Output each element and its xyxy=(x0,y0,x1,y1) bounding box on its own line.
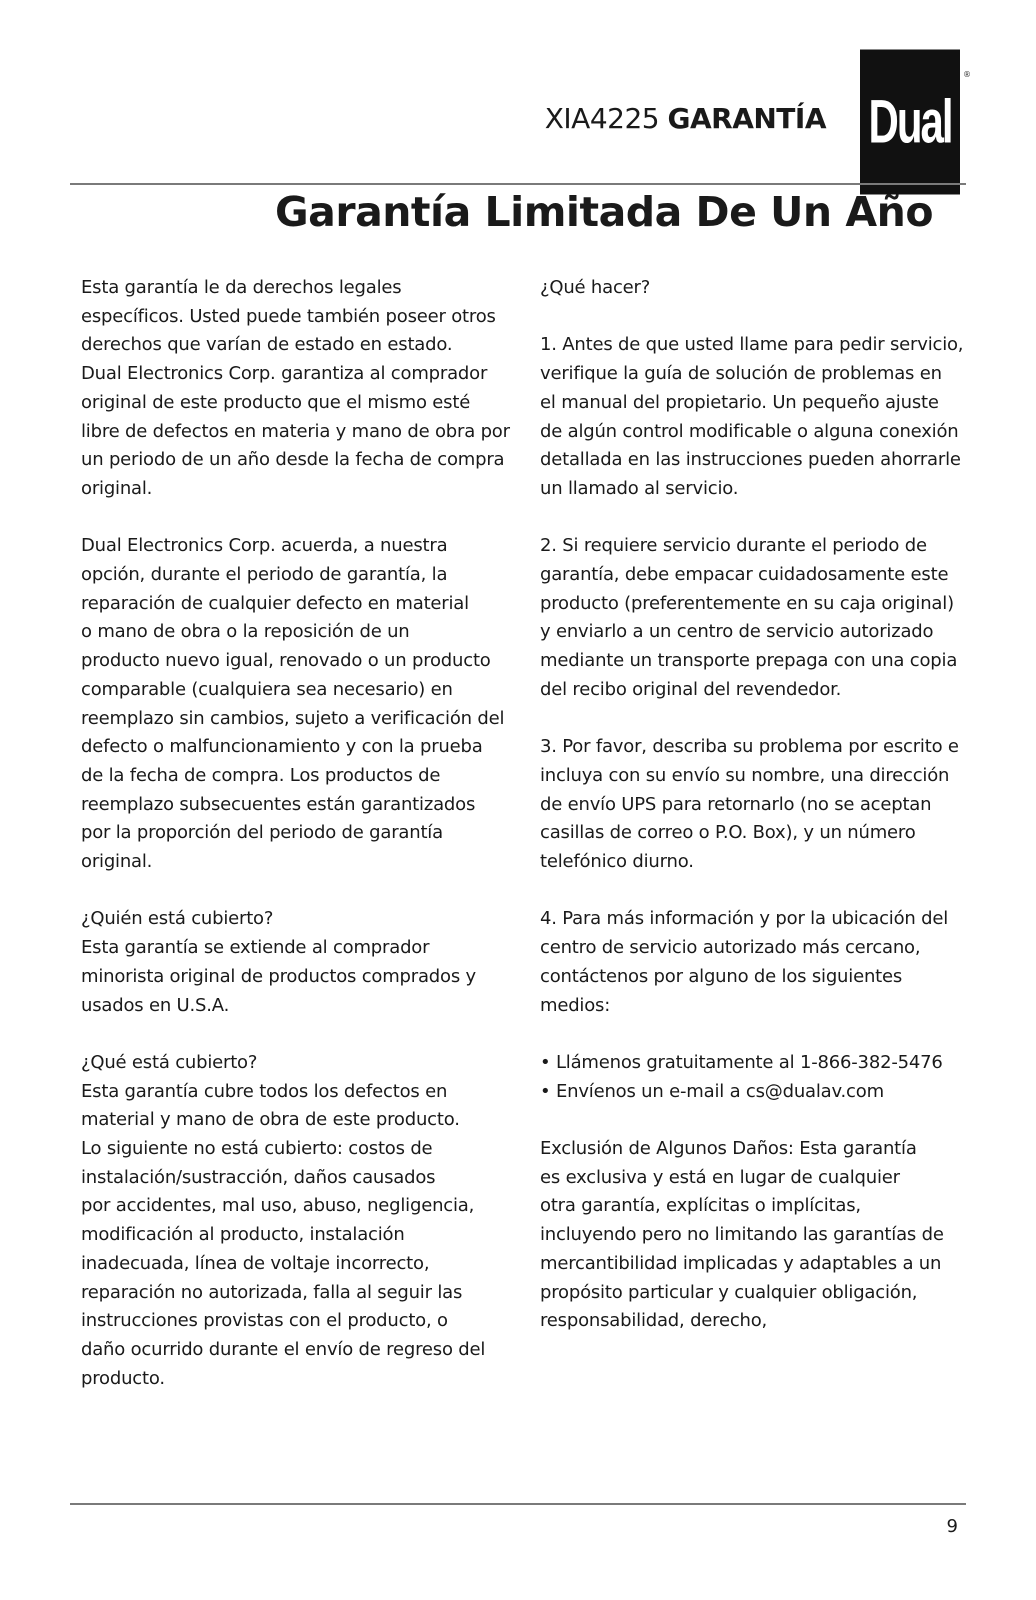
model-number: XIA4225 xyxy=(544,102,660,135)
who-covered-paragraph: ¿Quién está cubierto? Esta garantía se extiende al comprador minorista original de productos comprados y usados en U.S.A. xyxy=(81,908,477,1016)
what-covered-paragraph: ¿Qué está cubierto? Esta garantía cubre todos los defectos en material y mano de obra de este producto. Lo siguiente no está cubierto: costos de instalación/sustracción, daños causados por accidentes, mal uso, abuso, negligencia, modificación al producto, instalación inadecuada, línea de voltaje incorrecto, reparación no autorizada, falla al seguir las instrucciones provistas con el producto, o daño ocurrido durante el envío de regreso del producto. xyxy=(81,1051,486,1389)
step-3-paragraph: 3. Por favor, describa su problema por escrito e incluya con su envío su nombre, una dirección de envío UPS para retornarlo (no se aceptan casillas de correo o P.O. Box), y un número telefónico diurno. xyxy=(540,736,959,873)
page-title: Garantía Limitada De Un Año xyxy=(275,188,933,236)
page-number: 9 xyxy=(946,1516,958,1537)
step-4-paragraph: 4. Para más información y por la ubicación del centro de servicio autorizado más cercano, contáctenos por alguno de los siguientes medios: xyxy=(540,908,949,1016)
left-column xyxy=(81,274,521,1393)
header-title xyxy=(544,102,826,135)
step-1-paragraph: 1. Antes de que usted llame para pedir servicio, verifique la guía de solución de problemas en el manual del propietario. Un pequeño ajuste de algún control modificable o alguna conexión detallada en las instrucciones pueden ahorrarle un llamado al servicio. xyxy=(540,334,964,499)
step-2-paragraph: 2. Si requiere servicio durante el periodo de garantía, debe empacar cuidadosamente este producto (preferentemente en su caja original) y enviarlo a un centro de servicio autorizado mediante un transporte prepaga con una copia del recibo original del revendedor. xyxy=(540,535,958,700)
contact-list: • Llámenos gratuitamente al 1-866-382-5476 • Envíenos un e-mail a cs@dualav.com xyxy=(540,1051,943,1102)
what-to-do-heading: ¿Qué hacer? xyxy=(540,277,651,298)
section-name: GARANTÍA xyxy=(667,102,826,135)
exclusion-paragraph: Exclusión de Algunos Daños: Esta garantía es exclusiva y está en lugar de cualquier otra garantía, explícitas o implícitas, incluyendo pero no limitando las garantías de mercantibilidad implicadas y adaptables a un propósito particular y cualquier obligación, responsabilidad, derecho, xyxy=(540,1138,944,1332)
registered-mark: ® xyxy=(963,70,971,79)
footer-divider xyxy=(70,1503,966,1505)
right-column xyxy=(540,274,980,1336)
header-divider xyxy=(70,183,966,185)
dual-logo: Dual xyxy=(860,50,960,195)
repair-paragraph: Dual Electronics Corp. acuerda, a nuestra opción, durante el periodo de garantía, la reparación de cualquier defecto en material o mano de obra o la reposición de un producto nuevo igual, renovado o un producto comparable (cualquiera sea necesario) en reemplazo sin cambios, sujeto a verificación del defecto o malfuncionamiento y con la prueba de la fecha de compra. Los productos de reemplazo subsecuentes están garantizados por la proporción del periodo de garantía original. xyxy=(81,535,505,873)
intro-paragraph: Esta garantía le da derechos legales específicos. Usted puede también poseer otros derechos que varían de estado en estado. Dual Electronics Corp. garantiza al comprador original de este producto que el mismo esté libre de defectos en materia y mano de obra por un periodo de un año desde la fecha de compra original. xyxy=(81,277,510,499)
